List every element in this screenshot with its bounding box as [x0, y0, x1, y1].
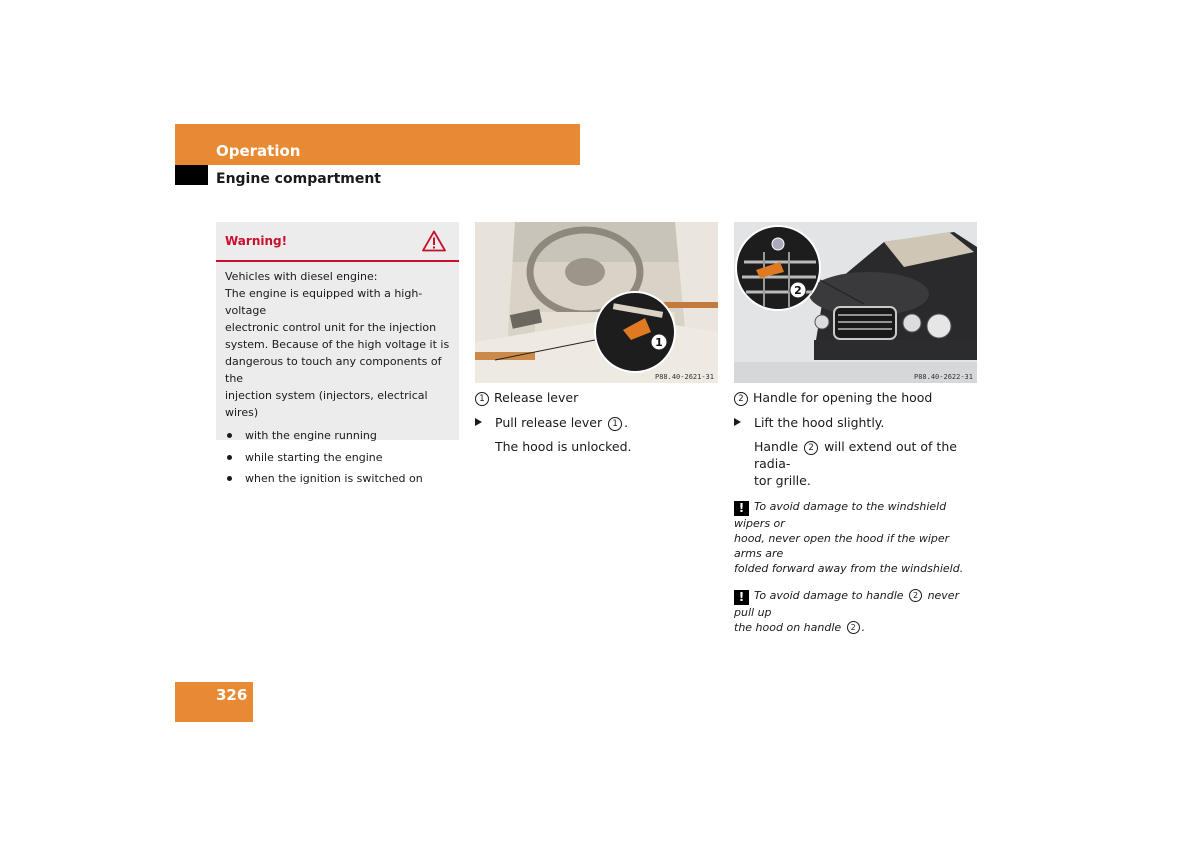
warning-bullet-list [225, 427, 450, 492]
warning-triangle-icon [422, 230, 446, 252]
result-text: Handle [754, 439, 799, 454]
instruction-step [475, 414, 718, 431]
bullet-dot-icon [227, 455, 232, 460]
subsection-title: Engine compartment [216, 171, 381, 187]
warning-line: Vehicles with diesel engine: [225, 270, 378, 283]
legend-item [475, 389, 718, 406]
note-text: folded forward away from the windshield. [734, 562, 964, 575]
hood-handle-photo [734, 222, 977, 383]
car-front-illustration [734, 222, 977, 383]
figure2-callout: 2 [794, 284, 802, 297]
warning-bullet-text: with the engine running [245, 429, 377, 442]
note-text: hood, never open the hood if the wiper arms are [734, 532, 950, 560]
warning-body [216, 262, 459, 492]
warning-line: system. Because of the high voltage it is [225, 338, 450, 351]
step-end: . [624, 415, 629, 430]
step-text: Lift the hood slightly. [754, 415, 885, 430]
step-result: The hood is unlocked. [495, 439, 632, 454]
section-marker [175, 165, 208, 185]
result-text: will extend out of the radia- [754, 439, 957, 471]
figure2-code: P88.40-2622-31 [913, 373, 973, 381]
note-text: To avoid damage to the windshield wipers or [734, 500, 947, 530]
page-number: 326 [216, 686, 248, 704]
note-number: 2 [847, 621, 860, 634]
step-arrow-icon [475, 418, 482, 426]
figure1-callout: 1 [655, 336, 663, 349]
note-end: . [861, 621, 866, 634]
section-title: Operation [216, 142, 301, 160]
warning-bullet [225, 427, 450, 449]
legend-number: 1 [475, 392, 489, 406]
column-hood-handle [734, 389, 977, 635]
step-result [734, 438, 977, 489]
warning-box [216, 222, 459, 485]
result-number: 2 [804, 441, 818, 455]
note-text: never pull up [734, 589, 960, 619]
interior-illustration [475, 222, 718, 383]
warning-bullet [225, 449, 450, 471]
bullet-dot-icon [227, 476, 232, 481]
warning-bullet-text: when the ignition is switched on [245, 472, 423, 485]
exclamation-icon: ! [734, 590, 749, 605]
step-arrow-icon [734, 418, 741, 426]
warning-line: The engine is equipped with a high-voltage [225, 287, 423, 317]
damage-note [734, 588, 977, 635]
bullet-dot-icon [227, 433, 232, 438]
warning-line: injection system (injectors, electrical wires) [225, 389, 428, 419]
warning-label: Warning! [225, 234, 288, 248]
step-text: Pull release lever [495, 415, 603, 430]
warning-header [216, 222, 459, 262]
figure1-code: P88.40-2621-31 [654, 373, 714, 381]
legend-text: Release lever [494, 390, 579, 405]
step-number: 1 [608, 417, 622, 431]
damage-note [734, 499, 977, 576]
release-lever-photo [475, 222, 718, 383]
warning-line: electronic control unit for the injection [225, 321, 437, 334]
warning-bullet [225, 470, 450, 492]
warning-bullet-text: while starting the engine [245, 450, 383, 464]
legend-item [734, 389, 977, 406]
note-text: the hood on handle [734, 621, 842, 634]
warning-line: dangerous to touch any components of the [225, 355, 442, 385]
instruction-step [734, 414, 977, 431]
legend-text: Handle for opening the hood [753, 390, 933, 405]
legend-number: 2 [734, 392, 748, 406]
column-release-lever [475, 389, 718, 455]
note-text: To avoid damage to handle [754, 589, 904, 602]
result-text: tor grille. [754, 473, 811, 488]
exclamation-icon: ! [734, 501, 749, 516]
note-number: 2 [909, 589, 922, 602]
